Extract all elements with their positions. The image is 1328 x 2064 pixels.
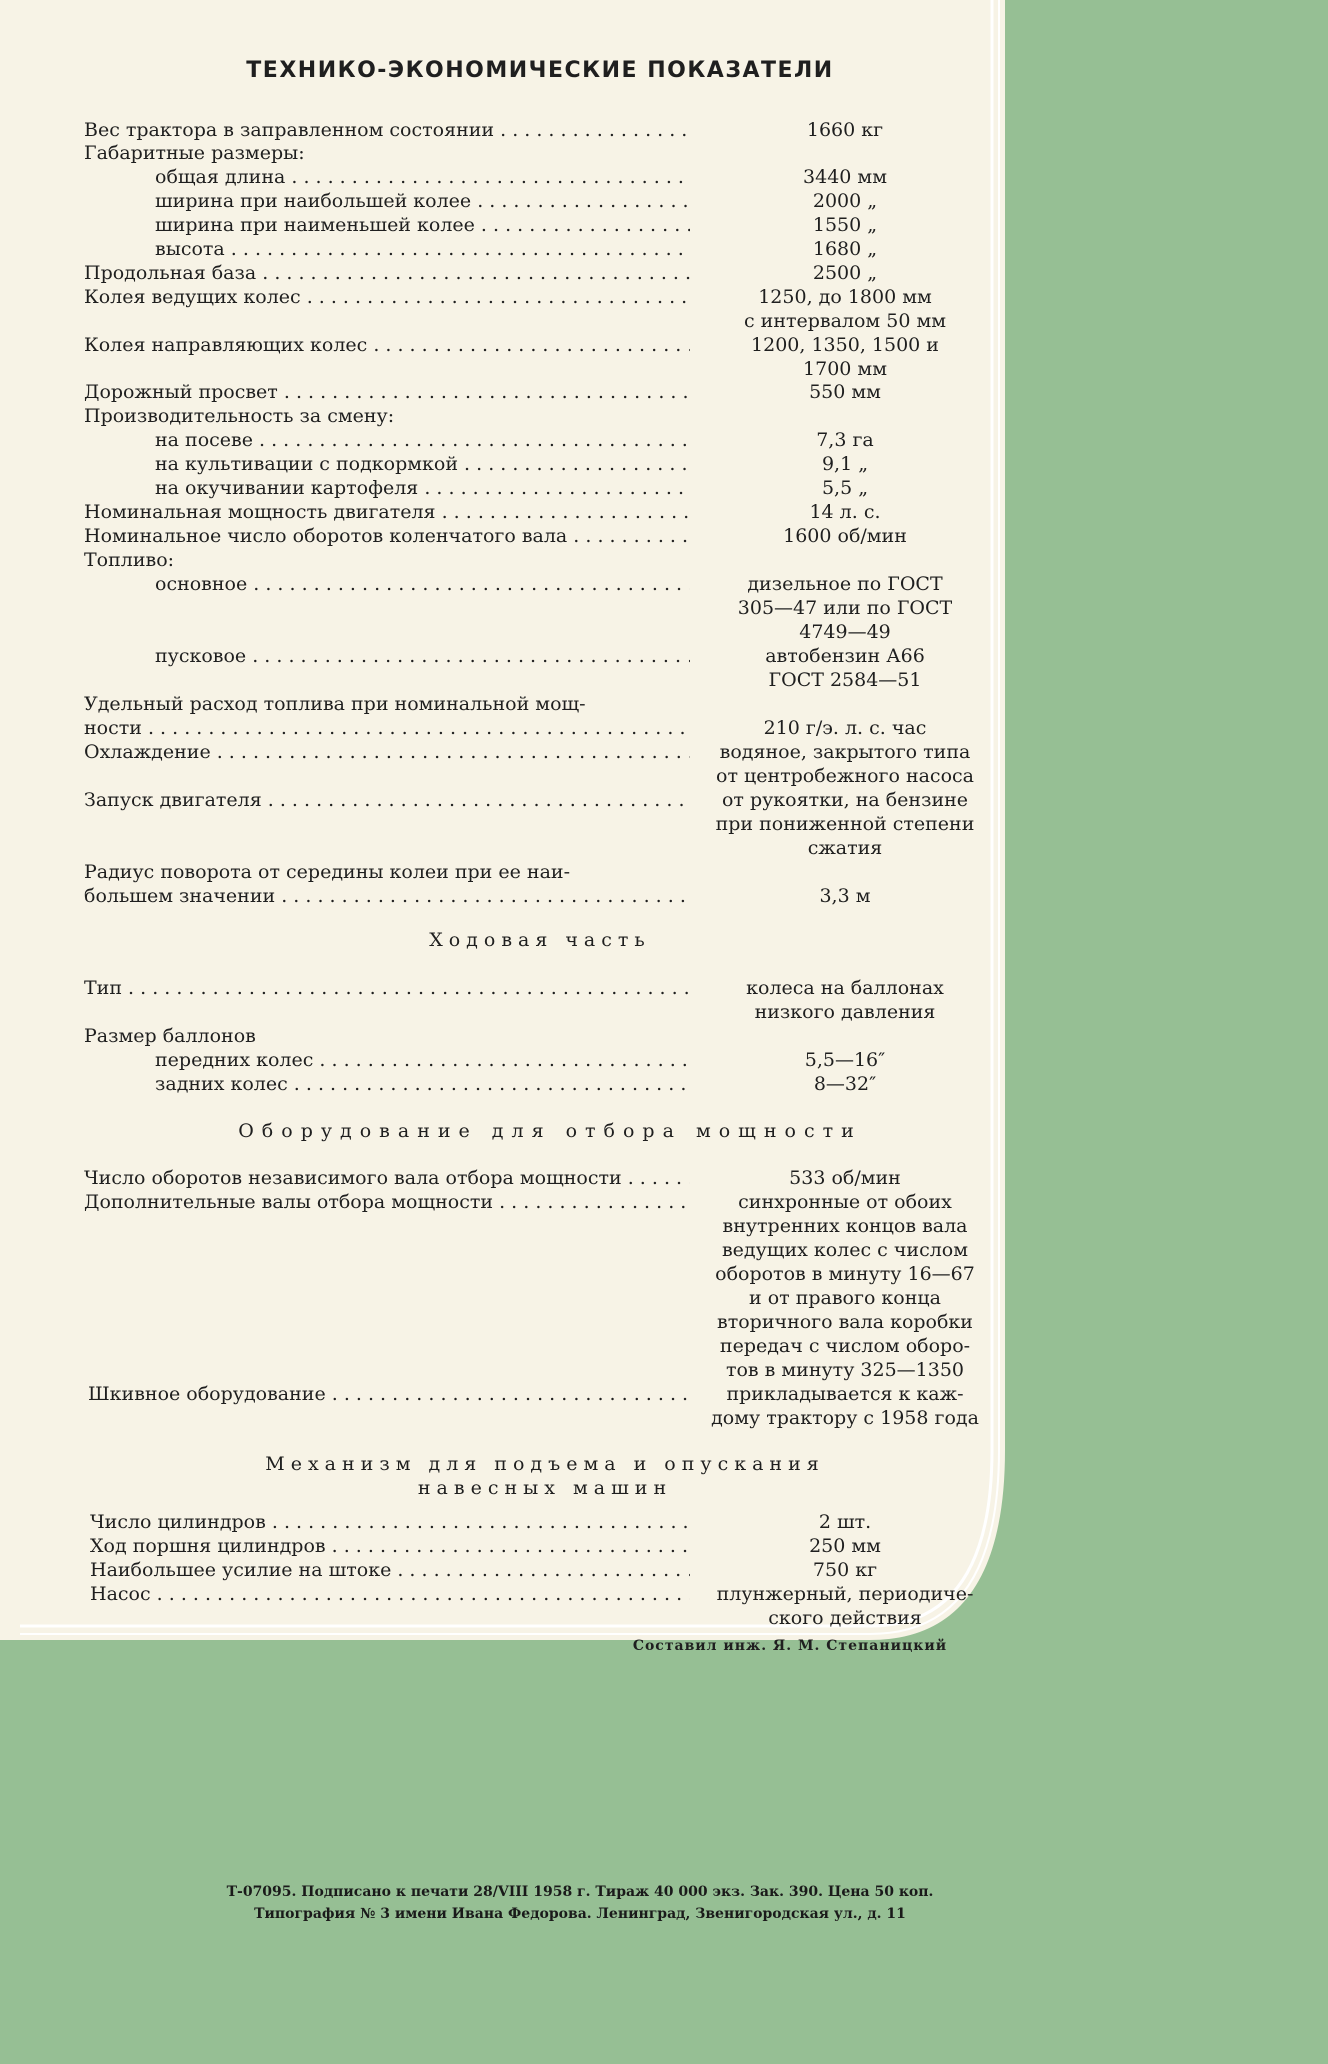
spec-row	[0, 404, 1000, 428]
pto-value-continuation: внутренних концов вала	[722, 1215, 968, 1237]
lift-label: Ход поршня цилиндров . . .	[90, 1534, 690, 1558]
spec-value: 2000 „	[812, 190, 878, 212]
pto-label: Число оборотов независимого вала отбора мощности . . .	[84, 1166, 690, 1190]
spec-value: от рукоятки, на бензине	[721, 789, 969, 811]
spec-value: 14 л. с.	[809, 501, 881, 523]
lift-value: плунжерный, периодиче-	[716, 1583, 974, 1605]
spec-row	[0, 452, 1000, 476]
gear-row	[0, 1048, 1000, 1072]
spec-label: ширина при наибольшей колее . . .	[155, 189, 690, 213]
spec-value: 1550 „	[812, 214, 878, 236]
spec-value-continuation: 1700 мм	[803, 358, 887, 380]
spec-label: пусковое . . .	[155, 644, 690, 668]
spec-value-continuation: ГОСТ 2584—51	[768, 669, 922, 691]
spec-label: ширина при наименьшей колее . . .	[155, 213, 690, 237]
spec-value-continuation: сжатия	[807, 837, 883, 859]
gear-value: 5,5—16″	[804, 1049, 886, 1071]
gear-label: Тип . . .	[84, 976, 690, 1000]
spec-value: 2500 „	[812, 262, 878, 284]
spec-value: 5,5 „	[821, 477, 869, 499]
spec-row	[0, 165, 1000, 189]
spec-label: высота . . .	[155, 237, 690, 261]
spec-label: Номинальное число оборотов коленчатого вала . . .	[84, 524, 690, 548]
spec-row	[0, 524, 1000, 548]
spec-row	[0, 548, 1000, 572]
spec-row	[0, 716, 1000, 740]
lift-row	[0, 1558, 1000, 1582]
spec-label: Вес трактора в заправленном состоянии . . .	[84, 118, 690, 142]
spec-label: Производительность за смену:	[84, 405, 395, 427]
pto-row	[0, 1382, 1000, 1406]
pto-row	[0, 1190, 1000, 1214]
spec-row	[0, 476, 1000, 500]
lift-row	[0, 1510, 1000, 1534]
spec-label: на посеве . . .	[155, 428, 690, 452]
spec-row	[0, 189, 1000, 213]
lift-value-continuation: ского действия	[768, 1607, 922, 1629]
spec-value-continuation: 4749—49	[799, 621, 891, 643]
spec-row	[0, 788, 1000, 812]
spec-value: 3,3 м	[819, 885, 871, 907]
spec-row	[0, 141, 1000, 165]
spec-value: 1250, до 1800 мм	[758, 286, 932, 308]
gear-value: 8—32″	[813, 1073, 877, 1095]
gear-label: передних колес . . .	[155, 1048, 690, 1072]
spec-row	[0, 333, 1000, 357]
spec-row	[0, 500, 1000, 524]
spec-label: Продольная база . . .	[84, 261, 690, 285]
gear-row	[0, 1072, 1000, 1096]
spec-value: 3440 мм	[803, 166, 887, 188]
spec-row	[0, 237, 1000, 261]
spec-value: 7,3 га	[816, 429, 874, 451]
pto-label: Дополнительные валы отбора мощности . . .	[84, 1190, 690, 1214]
spec-value: 550 мм	[809, 381, 881, 403]
section-heading-continuation: навесных машин	[417, 1477, 673, 1499]
spec-row	[0, 428, 1000, 452]
imprint-line-1: Т-07095. Подписано к печати 28/VIII 1958 г. Тираж 40 000 экз. Зак. 390. Цена 50 коп.	[226, 1884, 934, 1900]
spec-value-continuation: при пониженной степени	[715, 813, 975, 835]
lift-value: 2 шт.	[818, 1511, 872, 1533]
spec-value: 1660 кг	[806, 119, 884, 141]
spec-label: большем значении . . .	[84, 884, 690, 908]
pto-value: прикладывается к каж-	[726, 1383, 964, 1405]
gear-value: колеса на баллонах	[746, 977, 944, 999]
spec-row	[0, 692, 1000, 716]
spec-label: Радиус поворота от середины колеи при ее наи-	[84, 861, 570, 883]
spec-label: основное . . .	[155, 572, 690, 596]
pto-value-continuation: дому трактору с 1958 года	[711, 1407, 979, 1429]
spec-label: общая длина . . .	[155, 165, 690, 189]
pto-value-continuation: передач с числом оборо-	[719, 1335, 971, 1357]
spec-row	[0, 644, 1000, 668]
spec-label: Габаритные размеры:	[84, 142, 305, 164]
lift-value: 250 мм	[809, 1535, 881, 1557]
spec-label: на культивации с подкормкой . . .	[155, 452, 690, 476]
pto-value-continuation: ведущих колес с числом	[721, 1239, 969, 1261]
pto-value-continuation: тов в минуту 325—1350	[725, 1359, 965, 1381]
spec-label: Охлаждение . . .	[84, 740, 690, 764]
spec-row	[0, 572, 1000, 596]
spec-label: Топливо:	[84, 549, 175, 571]
spec-row	[0, 380, 1000, 404]
section-heading: Ходовая часть	[429, 929, 651, 951]
pto-value-continuation: вторичного вала коробки	[717, 1311, 973, 1333]
lift-label: Наибольшее усилие на штоке . . .	[90, 1558, 690, 1582]
pto-value: синхронные от обоих	[738, 1191, 952, 1213]
author-credit: Составил инж. Я. М. Степаницкий	[632, 1638, 948, 1654]
spec-label: Удельный расход топлива при номинальной мощ-	[84, 693, 586, 715]
spec-label: Номинальная мощность двигателя . . .	[84, 500, 690, 524]
imprint-line-2: Типография № 3 имени Ивана Федорова. Ленинград, Звенигородская ул., д. 11	[254, 1906, 906, 1922]
spec-label: Колея ведущих колес . . .	[84, 285, 690, 309]
lift-value: 750 кг	[812, 1559, 878, 1581]
lift-label: Число цилиндров . . .	[90, 1510, 690, 1534]
spec-value: 1600 об/мин	[783, 525, 907, 547]
spec-value: водяное, закрытого типа	[719, 741, 971, 763]
spec-value: автобензин А66	[765, 645, 925, 667]
spec-value-continuation: 305—47 или по ГОСТ	[737, 597, 953, 619]
lift-row	[0, 1534, 1000, 1558]
gear-row	[0, 1024, 1000, 1048]
spec-row	[0, 261, 1000, 285]
gear-label: задних колес . . .	[155, 1072, 690, 1096]
lift-row	[0, 1582, 1000, 1606]
spec-row	[0, 285, 1000, 309]
pto-label: Шкивное оборудование . . .	[88, 1382, 690, 1406]
spec-value-continuation: от центробежного насоса	[716, 765, 974, 787]
section-heading: Механизм для подъема и опускания	[265, 1453, 825, 1475]
pto-row	[0, 1166, 1000, 1190]
spec-value: дизельное по ГОСТ	[747, 573, 943, 595]
pto-value-continuation: и от правого конца	[749, 1287, 941, 1309]
spec-value: 1680 „	[812, 238, 878, 260]
lift-label: Насос . . .	[90, 1582, 690, 1606]
spec-row	[0, 860, 1000, 884]
spec-row	[0, 118, 1000, 142]
spec-value: 210 г/э. л. с. час	[763, 717, 927, 739]
spec-label: на окучивании картофеля . . .	[155, 476, 690, 500]
spec-label: Дорожный просвет . . .	[84, 380, 690, 404]
spec-row	[0, 740, 1000, 764]
spec-label: Запуск двигателя . . .	[84, 788, 690, 812]
gear-row	[0, 976, 1000, 1000]
spec-value: 1200, 1350, 1500 и	[751, 334, 939, 356]
pto-value: 533 об/мин	[789, 1167, 901, 1189]
gear-value-continuation: низкого давления	[754, 1001, 936, 1023]
spec-label: Колея направляющих колес . . .	[84, 333, 690, 357]
spec-row	[0, 213, 1000, 237]
spec-value-continuation: с интервалом 50 мм	[743, 310, 947, 332]
spec-label: ности . . .	[84, 716, 690, 740]
spec-row	[0, 884, 1000, 908]
spec-value: 9,1 „	[821, 453, 869, 475]
gear-label: Размер баллонов	[84, 1025, 256, 1047]
document-title: ТЕХНИКО-ЭКОНОМИЧЕСКИЕ ПОКАЗАТЕЛИ	[246, 58, 834, 83]
section-heading: Оборудование для отбора мощности	[238, 1120, 862, 1142]
pto-value-continuation: оборотов в минуту 16—67	[715, 1263, 975, 1285]
